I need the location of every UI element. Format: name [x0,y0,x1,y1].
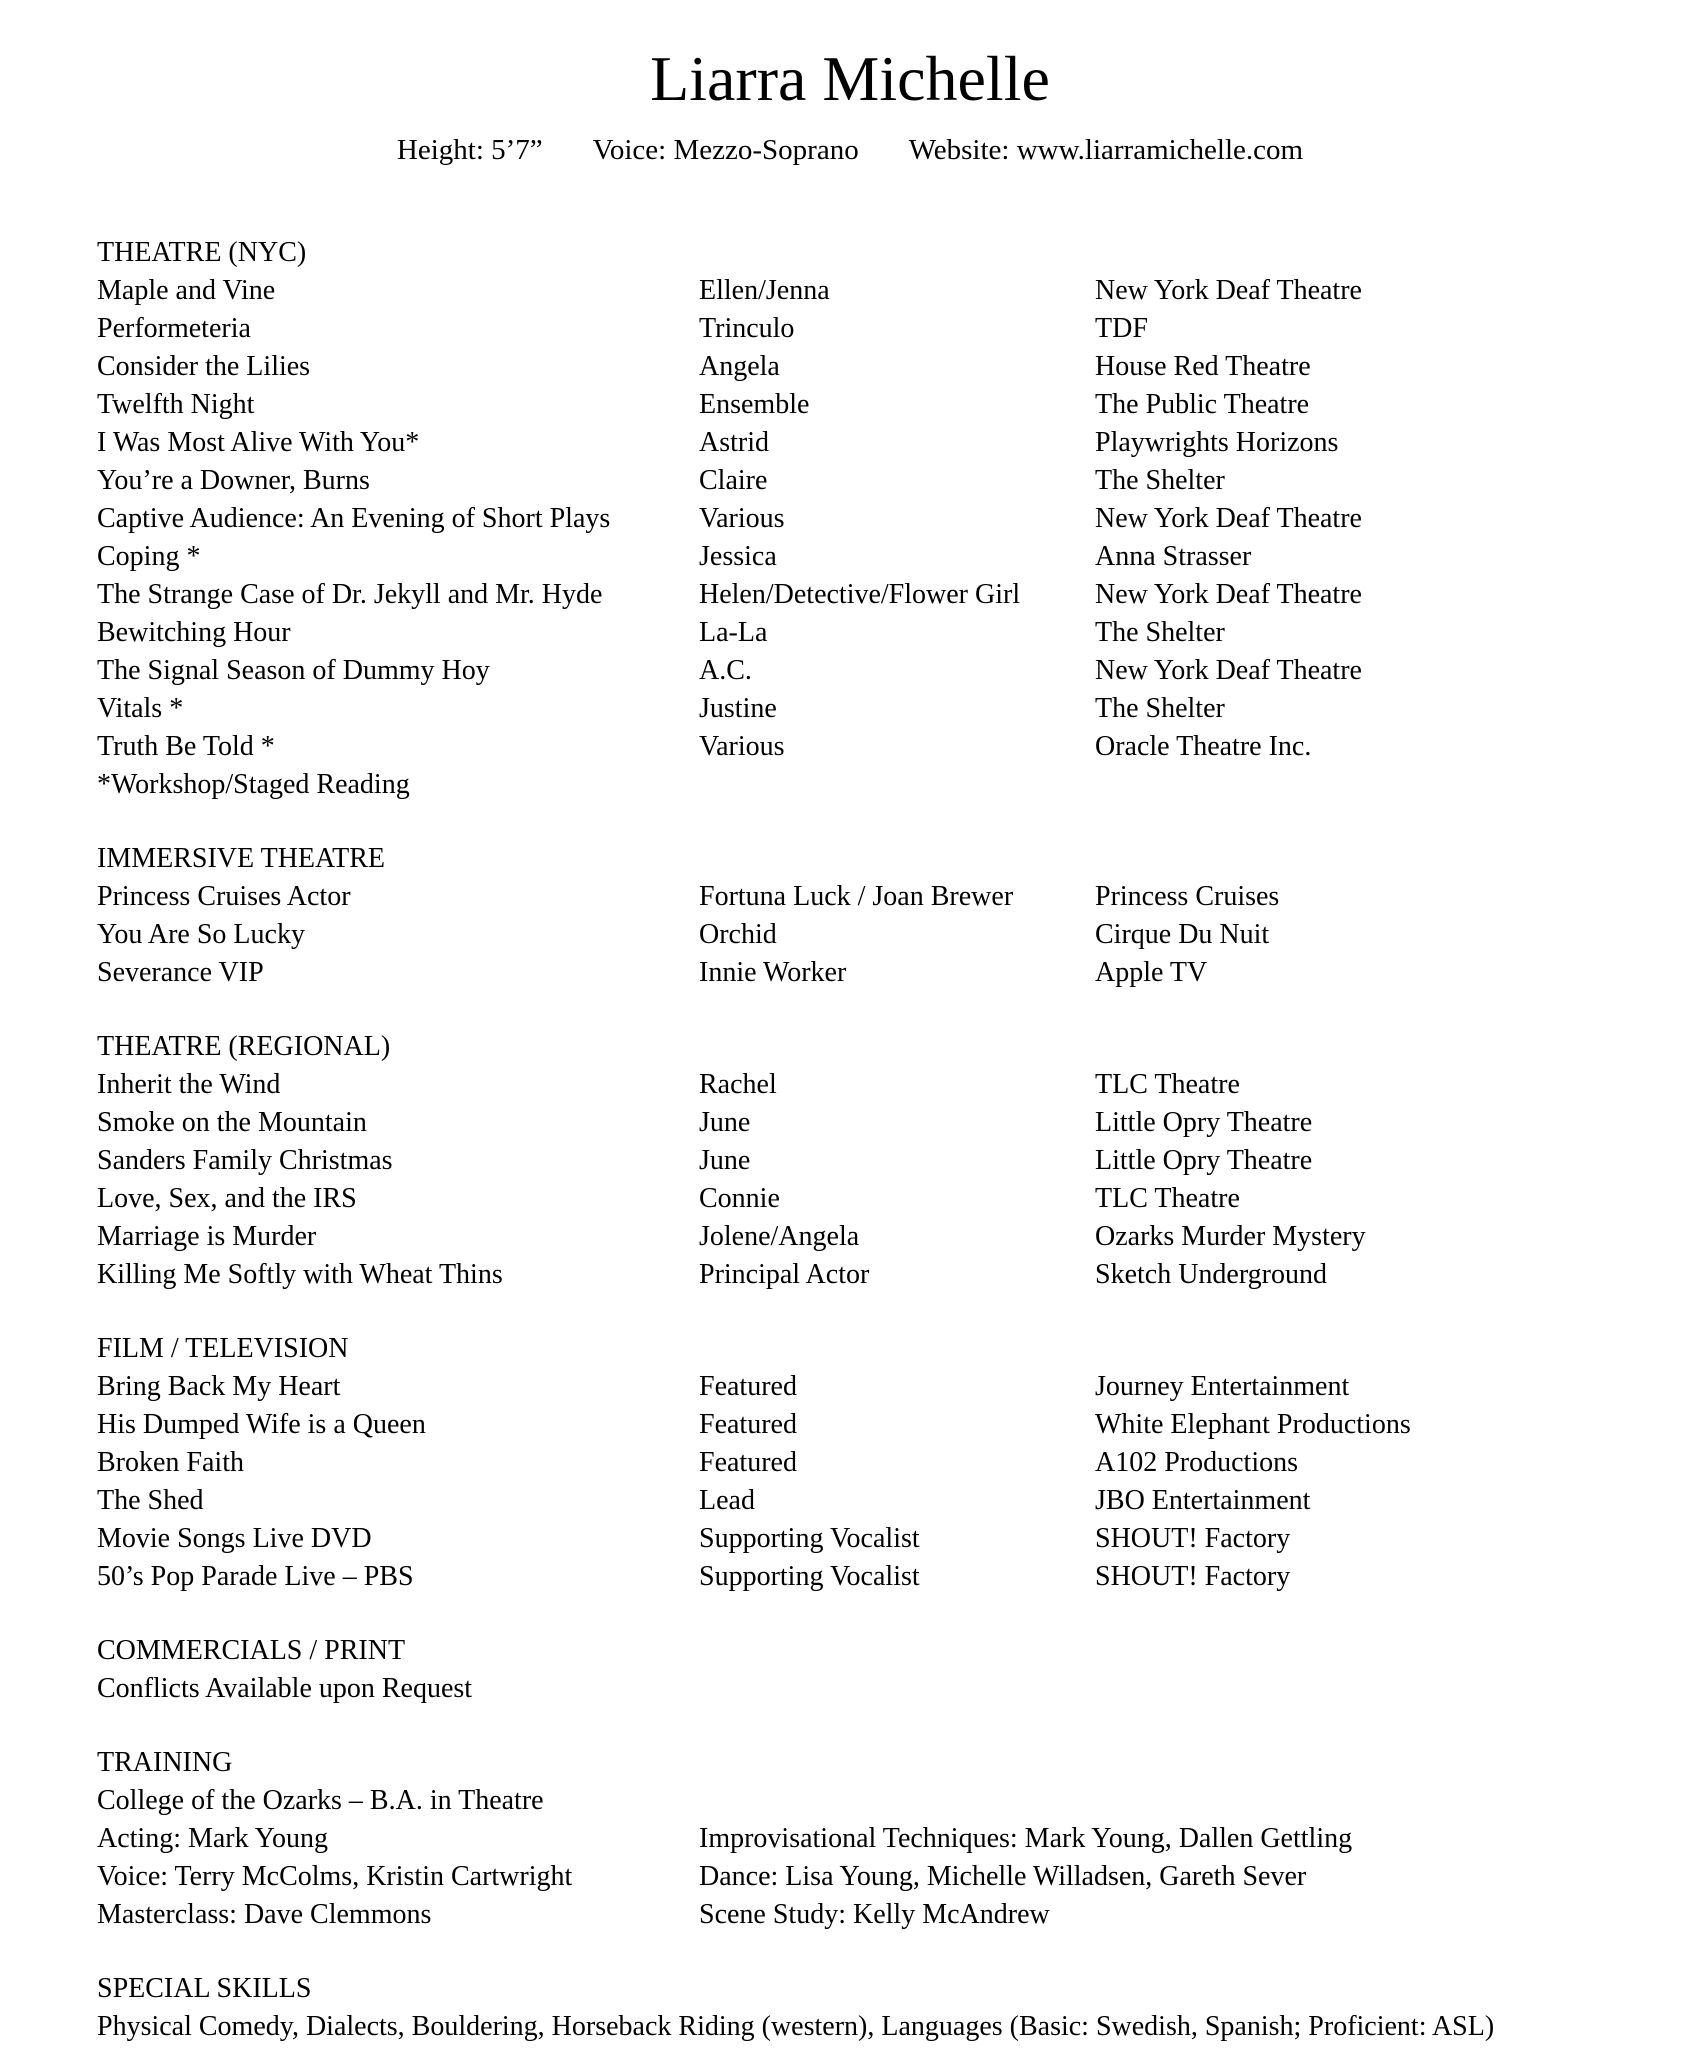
production-title: Captive Audience: An Evening of Short Plays [97,503,611,534]
production-title: You Are So Lucky [97,919,305,950]
company: The Shelter [1095,693,1225,724]
role: Ensemble [699,389,810,420]
section-heading: SPECIAL SKILLS [97,1973,312,2004]
role: Featured [699,1409,797,1440]
credit-row [97,954,1660,992]
company: A102 Productions [1095,1447,1298,1478]
production-title: Coping * [97,541,201,572]
production-title: Performeteria [97,313,251,344]
production-title: Consider the Lilies [97,351,311,382]
company: Apple TV [1095,957,1208,988]
credit-row [97,1218,1660,1256]
production-title: The Signal Season of Dummy Hoy [97,655,490,686]
credit-row [97,462,1660,500]
production-title: Killing Me Softly with Wheat Thins [97,1259,503,1290]
training-right: Improvisational Techniques: Mark Young, Dallen Gettling [699,1823,1353,1854]
production-title: The Shed [97,1485,204,1516]
credit-row [97,614,1660,652]
production-title: Truth Be Told * [97,731,275,762]
role: Ellen/Jenna [699,275,830,306]
credit-row [97,1520,1660,1558]
role: June [699,1107,751,1138]
company: New York Deaf Theatre [1095,579,1362,610]
production-title: You’re a Downer, Burns [97,465,370,496]
training-right: Dance: Lisa Young, Michelle Willadsen, Gareth Sever [699,1861,1307,1892]
credit-row [97,538,1660,576]
production-title: Twelfth Night [97,389,255,420]
company: TDF [1095,313,1148,344]
role: Angela [699,351,780,382]
credit-row [97,690,1660,728]
production-title: The Strange Case of Dr. Jekyll and Mr. Hyde [97,579,603,610]
company: New York Deaf Theatre [1095,275,1362,306]
training-right: Scene Study: Kelly McAndrew [699,1899,1050,1930]
company: Ozarks Murder Mystery [1095,1221,1366,1252]
credit-row [97,272,1660,310]
credit-row [97,424,1660,462]
credit-row [97,1256,1660,1294]
credit-row [97,1368,1660,1406]
company: Little Opry Theatre [1095,1145,1313,1176]
resume-header [0,40,1700,170]
training-row [97,1820,1660,1858]
role: Claire [699,465,768,496]
role: Supporting Vocalist [699,1561,920,1592]
credit-row [97,310,1660,348]
section-film-television [97,1330,1660,1596]
production-title: Love, Sex, and the IRS [97,1183,357,1214]
production-title: Sanders Family Christmas [97,1145,393,1176]
credit-row [97,652,1660,690]
section-theatre-regional [97,1028,1660,1294]
company: SHOUT! Factory [1095,1523,1291,1554]
section-heading: FILM / TELEVISION [97,1333,349,1364]
role: A.C. [699,655,752,686]
production-title: Maple and Vine [97,275,276,306]
role: Rachel [699,1069,777,1100]
credit-row [97,1104,1660,1142]
section-heading: IMMERSIVE THEATRE [97,843,386,874]
text-row [97,766,1660,804]
performer-name: Liarra Michelle [650,43,1050,114]
header-detail-0: Height: 5’7” [396,134,543,166]
role: Fortuna Luck / Joan Brewer [699,881,1014,912]
production-title: Smoke on the Mountain [97,1107,367,1138]
production-title: Marriage is Murder [97,1221,317,1252]
role: La-La [699,617,768,648]
credit-row [97,1558,1660,1596]
company: Journey Entertainment [1095,1371,1350,1402]
section-theatre-nyc [97,234,1660,804]
line-text: Physical Comedy, Dialects, Bouldering, Horseback Riding (western), Languages (Basic: Swedish, Spanish; Proficient: ASL) [97,2011,1495,2042]
company: Playwrights Horizons [1095,427,1339,458]
production-title: Bewitching Hour [97,617,291,648]
role: Jessica [699,541,777,572]
role: Various [699,731,785,762]
production-title: Princess Cruises Actor [97,881,351,912]
company: Princess Cruises [1095,881,1280,912]
section-heading: COMMERCIALS / PRINT [97,1635,406,1666]
training-left: Voice: Terry McColms, Kristin Cartwright [97,1861,573,1892]
company: The Shelter [1095,465,1225,496]
company: New York Deaf Theatre [1095,503,1362,534]
role: Jolene/Angela [699,1221,860,1252]
section-commercials-print [97,1632,1660,1708]
section-special-skills [97,1970,1660,2046]
role: Innie Worker [699,957,847,988]
credit-row [97,1142,1660,1180]
training-row [97,1896,1660,1934]
training-row [97,1858,1660,1896]
credit-row [97,386,1660,424]
role: Featured [699,1447,797,1478]
header-detail-2: Website: www.liarramichelle.com [908,134,1304,166]
text-row [97,2008,1660,2046]
role: Helen/Detective/Flower Girl [699,579,1021,610]
company: Sketch Underground [1095,1259,1327,1290]
company: JBO Entertainment [1095,1485,1311,1516]
company: SHOUT! Factory [1095,1561,1291,1592]
credit-row [97,500,1660,538]
line-text: *Workshop/Staged Reading [97,769,410,800]
training-left: Acting: Mark Young [97,1823,329,1854]
line-text: Conflicts Available upon Request [97,1673,473,1704]
credit-row [97,728,1660,766]
credit-row [97,878,1660,916]
company: The Public Theatre [1095,389,1310,420]
role: Supporting Vocalist [699,1523,920,1554]
role: Various [699,503,785,534]
company: White Elephant Productions [1095,1409,1411,1440]
production-title: Movie Songs Live DVD [97,1523,372,1554]
role: Connie [699,1183,780,1214]
production-title: Vitals * [97,693,184,724]
role: Trinculo [699,313,795,344]
company: TLC Theatre [1095,1183,1240,1214]
role: Justine [699,693,777,724]
company: Little Opry Theatre [1095,1107,1313,1138]
text-row [97,1782,1660,1820]
production-title: I Was Most Alive With You* [97,427,420,458]
company: Oracle Theatre Inc. [1095,731,1312,762]
company: TLC Theatre [1095,1069,1240,1100]
company: The Shelter [1095,617,1225,648]
production-title: 50’s Pop Parade Live – PBS [97,1561,414,1592]
credit-row [97,1180,1660,1218]
credit-row [97,576,1660,614]
company: New York Deaf Theatre [1095,655,1362,686]
section-heading: TRAINING [97,1747,233,1778]
production-title: Broken Faith [97,1447,244,1478]
training-left: Masterclass: Dave Clemmons [97,1899,432,1930]
section-heading: THEATRE (REGIONAL) [97,1031,391,1062]
credit-row [97,1482,1660,1520]
role: Lead [699,1485,755,1516]
text-row [97,1670,1660,1708]
section-immersive-theatre [97,840,1660,992]
production-title: Severance VIP [97,957,264,988]
resume-sections [0,234,1700,2046]
credit-row [97,916,1660,954]
header-detail-1: Voice: Mezzo-Soprano [592,134,859,166]
role: Featured [699,1371,797,1402]
company: Anna Strasser [1095,541,1252,572]
role: June [699,1145,751,1176]
role: Astrid [699,427,769,458]
company: Cirque Du Nuit [1095,919,1270,950]
credit-row [97,1444,1660,1482]
credit-row [97,1406,1660,1444]
role: Orchid [699,919,777,950]
section-training [97,1744,1660,1934]
credit-row [97,1066,1660,1104]
production-title: His Dumped Wife is a Queen [97,1409,426,1440]
company: House Red Theatre [1095,351,1311,382]
production-title: Bring Back My Heart [97,1371,341,1402]
production-title: Inherit the Wind [97,1069,281,1100]
line-text: College of the Ozarks – B.A. in Theatre [97,1785,544,1816]
credit-row [97,348,1660,386]
section-heading: THEATRE (NYC) [97,237,307,268]
role: Principal Actor [699,1259,870,1290]
header-details [0,130,1700,170]
